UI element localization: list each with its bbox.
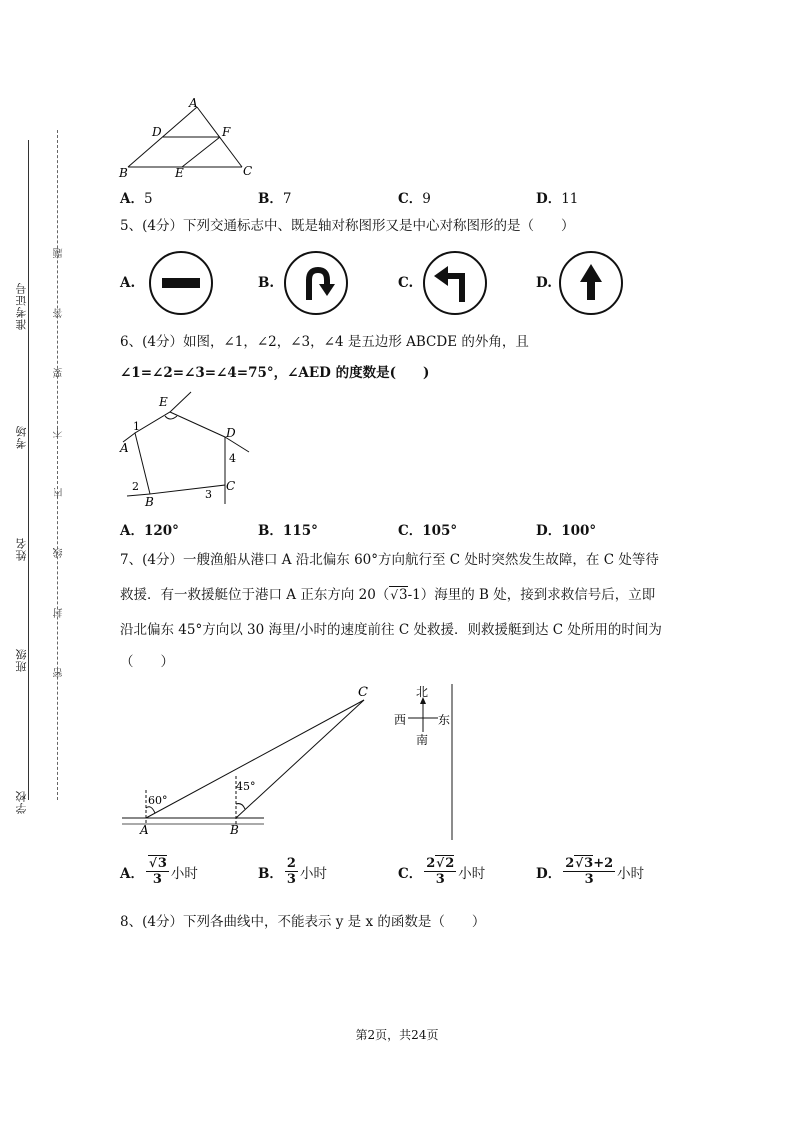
straight-arrow-icon	[558, 250, 624, 316]
vertex-label: C	[243, 164, 253, 178]
margin-line-dashed	[57, 130, 58, 800]
q8-stem: 8、(4分）下列各曲线中，不能表示 y 是 x 的函数是（ ）	[120, 914, 486, 930]
vertex-label: E	[159, 395, 168, 409]
seal-char: 密	[54, 668, 65, 678]
seal-char: 封	[54, 608, 65, 618]
q7-option-c[interactable]: C． $\frac{2√ 2}{3}$ 小时	[398, 856, 485, 887]
vertex-label: C	[226, 479, 236, 493]
q6-option-b[interactable]: B．115°	[258, 523, 318, 539]
fraction: $\frac{2√ 3+2}{3}$	[563, 856, 615, 887]
no-entry-icon	[148, 250, 214, 316]
seal-char: 线	[54, 548, 65, 558]
fraction: √ $\frac{3}{3}$	[146, 856, 169, 887]
page-footer: 第2页，共24页	[355, 1028, 439, 1042]
fraction: $\frac{2}{3}$	[286, 856, 296, 887]
side-label-exam-number: 准考证号	[15, 282, 28, 330]
vertex-label: F	[222, 125, 231, 139]
angle-label: 45°	[236, 780, 256, 793]
right-u-turn-icon	[283, 250, 349, 316]
angle-label: 2	[132, 480, 139, 493]
angle-label: 60°	[148, 794, 168, 807]
q4-option-a[interactable]: A．5	[120, 191, 153, 207]
vertex-label: A	[120, 441, 129, 455]
seal-char: 答	[54, 308, 65, 318]
q5-stem: 5、(4分）下列交通标志中、既是轴对称图形又是中心对称图形的是（ ）	[120, 218, 575, 234]
pentagon-figure	[115, 390, 255, 508]
q5-option-b-letter[interactable]: B.	[258, 275, 275, 291]
side-label-exam-room: 考场	[15, 425, 28, 449]
fraction: $\frac{2√ 2}{3}$	[424, 856, 456, 887]
q6-stem-line2: ∠1=∠2=∠3=∠4=75°，∠AED 的度数是( )	[120, 365, 430, 381]
point-label: C	[358, 685, 368, 700]
q6-stem-line1: 6、(4分）如图，∠1，∠2，∠3，∠4 是五边形 ABCDE 的外角，且	[120, 334, 529, 350]
seal-char: 要	[54, 368, 65, 378]
vertex-label: D	[152, 125, 162, 139]
vertex-label: E	[175, 166, 184, 180]
q4-option-c[interactable]: C．9	[398, 191, 431, 207]
q7-option-b[interactable]: B． $\frac{2}{3}$ 小时	[258, 856, 327, 887]
q7-stem-line3: 沿北偏东 45°方向以 30 海里/小时的速度前往 C 处救援．则救援艇到达 C 处所用的时间为	[120, 622, 662, 638]
q6-option-d[interactable]: D．100°	[536, 523, 597, 539]
vertex-label: B	[145, 495, 154, 508]
vertex-label: A	[189, 96, 198, 110]
seal-char: 内	[54, 488, 65, 498]
q4-option-d[interactable]: D．11	[536, 191, 579, 207]
compass-south: 南	[416, 733, 429, 747]
vertex-label: B	[119, 166, 128, 180]
vertex-label: D	[226, 426, 236, 440]
q7-option-a[interactable]: A． √ $\frac{3}{3}$ 小时	[120, 856, 198, 887]
rescue-figure	[118, 680, 463, 842]
compass-west: 西	[394, 713, 407, 727]
side-label-name: 姓名	[15, 537, 28, 561]
q6-option-c[interactable]: C．105°	[398, 523, 458, 539]
seal-char: 题	[54, 248, 65, 258]
q4-option-b[interactable]: B．7	[258, 191, 292, 207]
side-label-class: 班级	[15, 648, 28, 672]
compass-east: 东	[438, 713, 451, 727]
q5-option-d-letter[interactable]: D.	[536, 275, 552, 291]
triangle-figure	[115, 95, 265, 180]
margin-line-outer	[28, 140, 29, 800]
q5-option-c-letter[interactable]: C.	[398, 275, 414, 291]
angle-label: 4	[229, 452, 236, 465]
angle-label: 3	[205, 488, 212, 501]
q6-option-a[interactable]: A．120°	[120, 523, 179, 539]
q7-stem-line2: 救援．有一救援艇位于港口 A 正东方向 20（√ 3-1）海里的 B 处，接到求救信号后，立即	[120, 585, 655, 605]
sqrt-expression: √ 3	[389, 586, 407, 603]
q7-stem-line4: （ ）	[120, 654, 174, 670]
q5-option-a-letter[interactable]: A.	[120, 275, 136, 291]
angle-label: 1	[133, 420, 140, 433]
left-turn-icon	[422, 250, 488, 316]
point-label: B	[230, 823, 239, 837]
side-label-school: 学校	[15, 790, 28, 814]
q7-option-d[interactable]: D． $\frac{2√ 3+2}{3}$ 小时	[536, 856, 644, 887]
compass-north: 北	[416, 685, 429, 699]
point-label: A	[140, 823, 149, 837]
q7-stem-line1: 7、(4分）一艘渔船从港口 A 沿北偏东 60°方向航行至 C 处时突然发生故障，在 C 处等待	[120, 552, 659, 568]
seal-char: 不	[54, 428, 65, 438]
